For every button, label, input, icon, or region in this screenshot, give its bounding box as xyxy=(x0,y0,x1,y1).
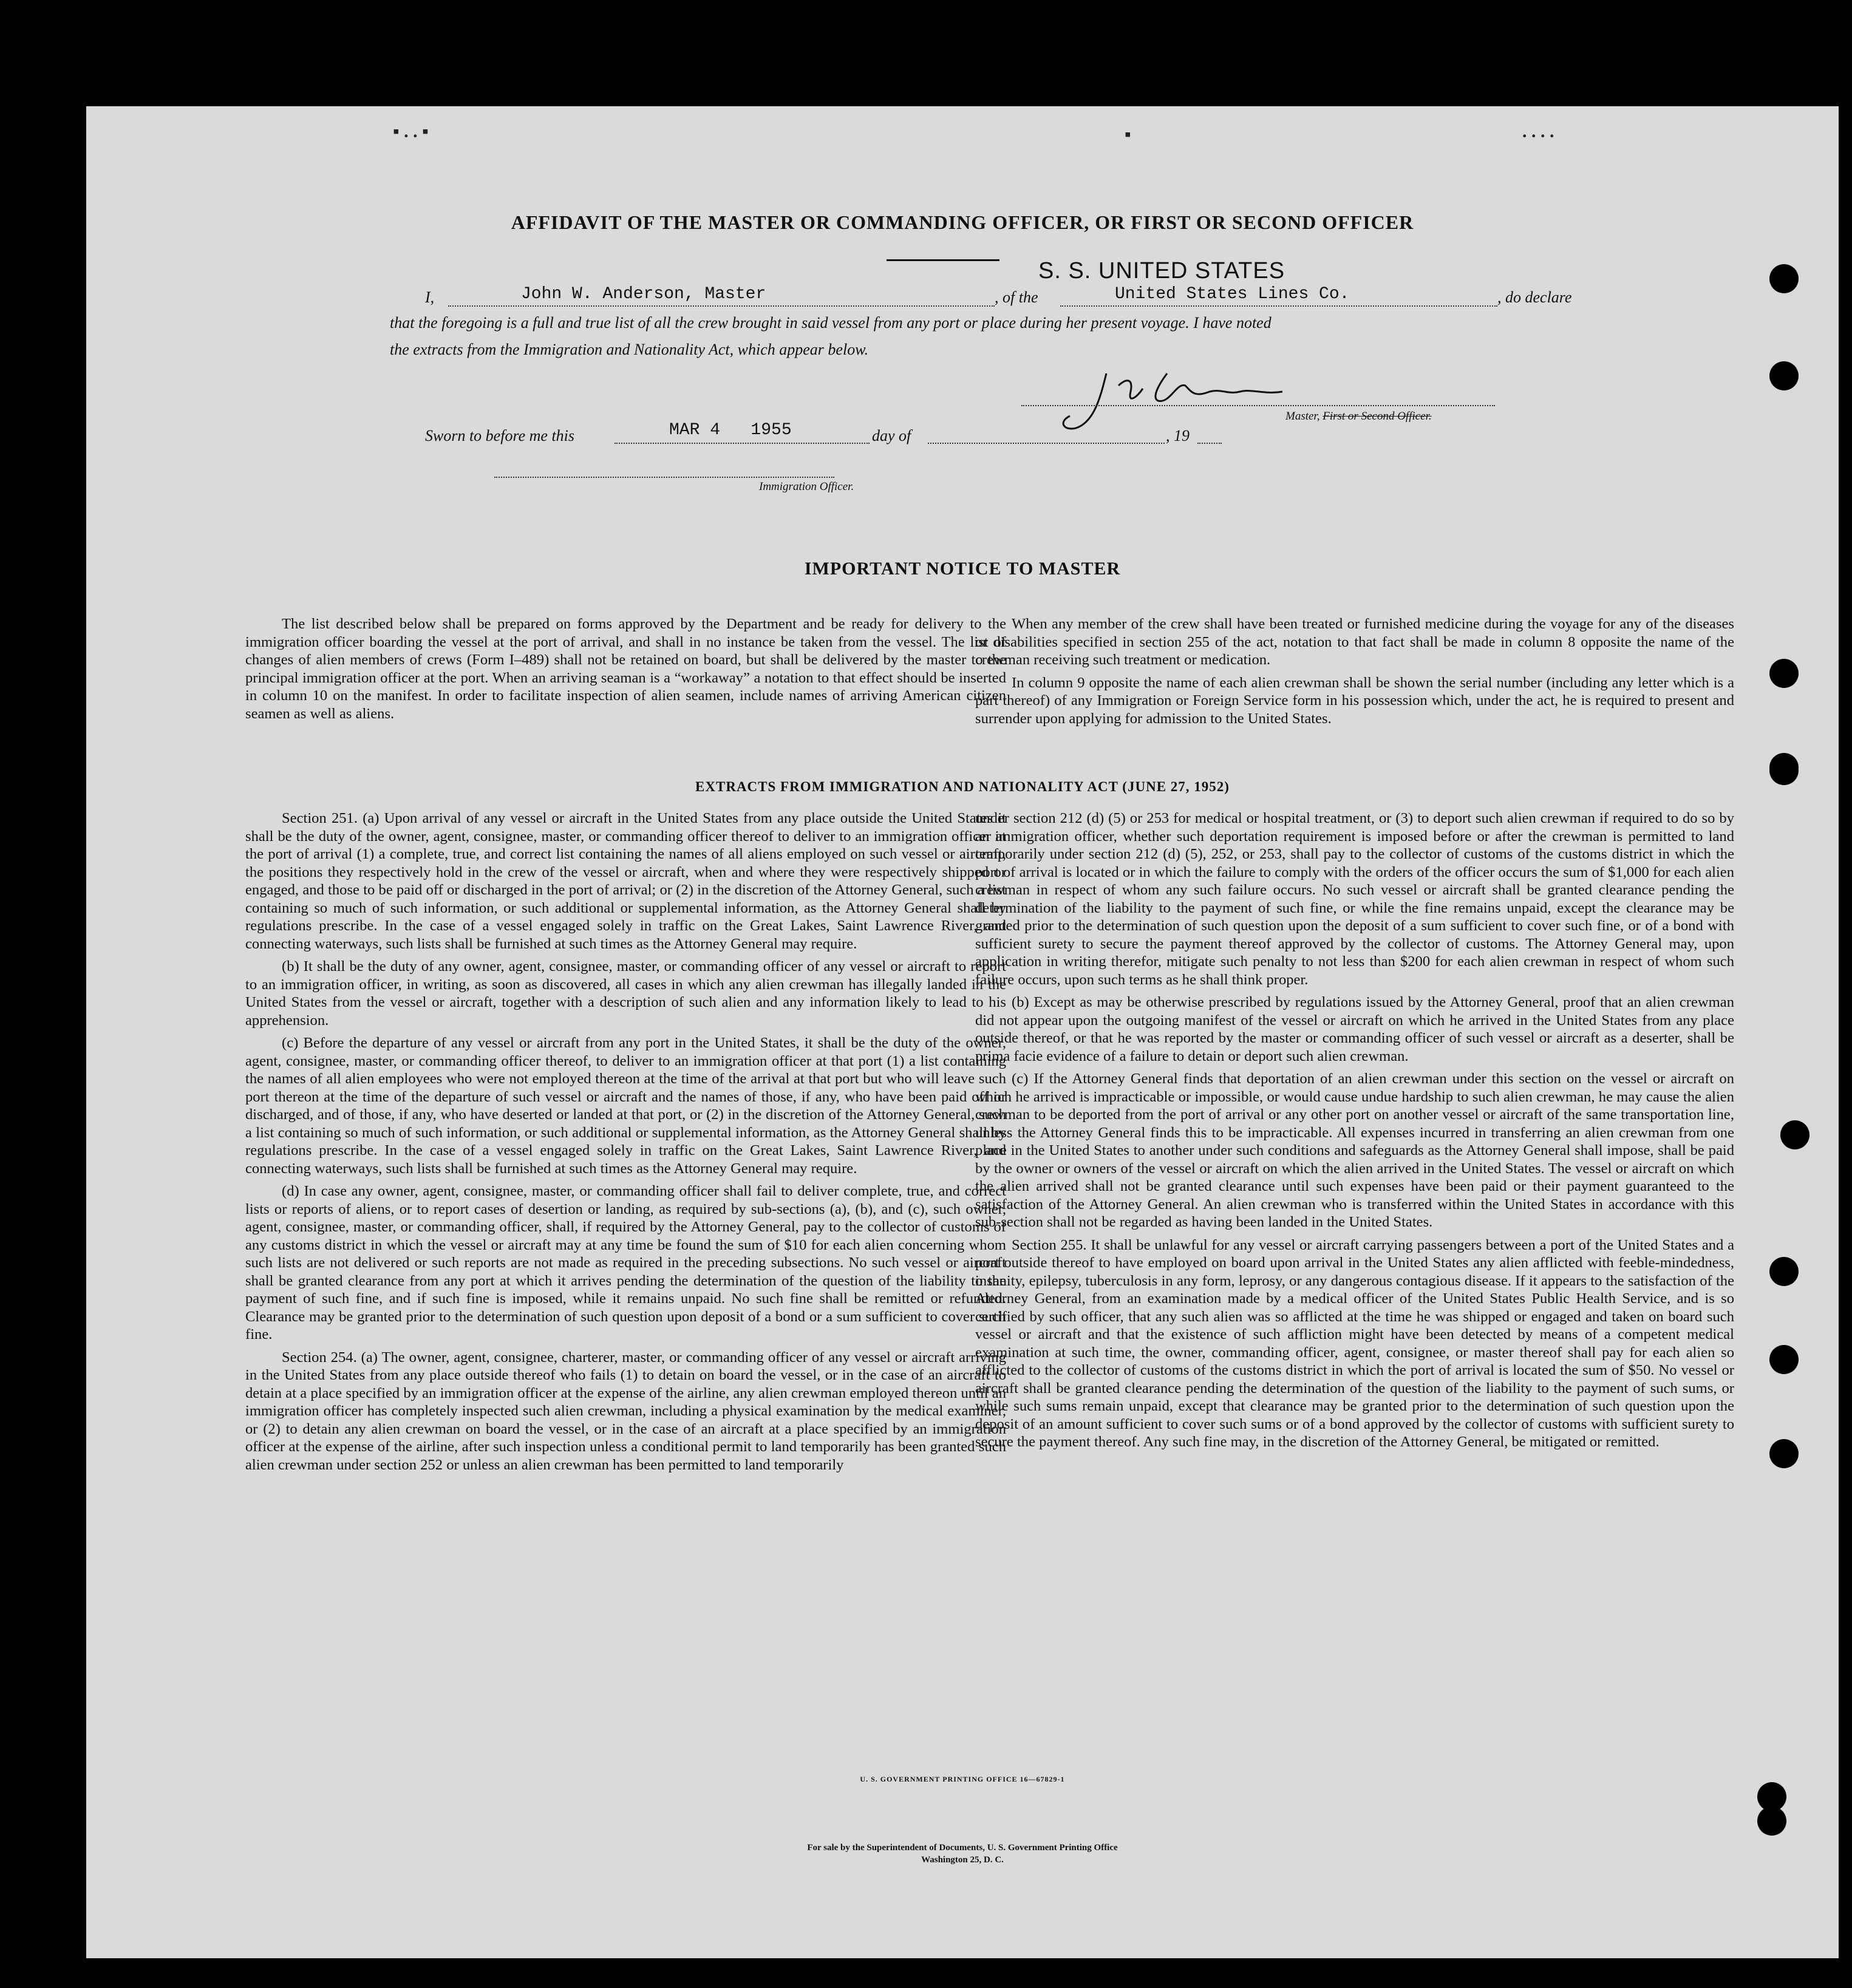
punch-hole xyxy=(1769,1439,1799,1468)
extracts-title: EXTRACTS FROM IMMIGRATION AND NATIONALITY ACT (JUNE 27, 1952) xyxy=(695,779,1230,794)
section-254b: (b) Except as may be otherwise prescribed by regulations issued by the Attorney General, proof that an alien crewman did not appear upon the outgoing manifest of the vessel or aircraft on which he arrived in the United States from any place outside thereof, or that he was reported by the master or commanding officer of such vessel or aircraft as a deserter, shall be prima facie evidence of a failure to detain or deport such alien crewman. xyxy=(975,994,1734,1064)
punch-hole xyxy=(1769,264,1799,293)
of-the-label: , of the xyxy=(995,288,1038,306)
master-name-field xyxy=(448,287,995,307)
declaration-i-label: I, xyxy=(425,288,435,306)
year-label: , 19 xyxy=(1166,427,1190,444)
section-251a: Section 251. (a) Upon arrival of any vessel or aircraft in the United States from any place outside the United States it shall be the duty of the owner, agent, consignee, master, or commanding officer thereof to deliver to an immigration officer at the port of arrival (1) a complete, true, and correct list containing the names of all aliens employed on such vessel or aircraft, the positions they respectively hold in the crew of the vessel or aircraft, when and where they were respectively shipped or engaged, and those to be paid off or discharged in the port of arrival; or (2) in the discretion of the Attorney General, such a list containing so much of such information, or such additional or supplemental information, as the Attorney General shall by regulations prescribe. In the case of a vessel engaged solely in traffic on the Great Lakes, Saint Lawrence River, and connecting waterways, such lists shall be furnished at such times as the Attorney General may require. xyxy=(245,810,1006,952)
section-251c: (c) Before the departure of any vessel or aircraft from any port in the United States, it shall be the duty of the owner, agent, consignee, master, or commanding officer thereof, to deliver to an immigration officer at that port (1) a list containing the names of all alien employees who were not employed thereon at the time of the arrival at that port but who will leave such port thereon at the time of the departure of such vessel or aircraft and the names of those, if any, who have been paid off or discharged, and of those, if any, who have deserted or landed at that port, or (2) in the discretion of the Attorney General, such a list containing so much of such information, or such additional or supplemental information, as the Attorney General shall by regulations prescribe. In the case of a vessel engaged solely in traffic on the Great Lakes, Saint Lawrence River, and connecting waterways, such lists shall be furnished at such times as the Attorney General may require. xyxy=(245,1035,1006,1177)
notice-right-column xyxy=(975,615,1734,727)
affidavit-title: AFFIDAVIT OF THE MASTER OR COMMANDING OFFICER, OR FIRST OR SECOND OFFICER xyxy=(511,211,1414,233)
speck-marks-right: . . . . xyxy=(1522,121,1554,141)
title-rule xyxy=(887,259,999,261)
notice-right-text-2: In column 9 opposite the name of each alien crewman shall be shown the serial number (including any letter which is a part thereof) of any Immigration or Foreign Service form in his possession which, under the act, he is required to present and surrender upon applying for admission to the United States. xyxy=(975,674,1734,727)
sworn-date-field xyxy=(614,422,870,444)
footer-address-line: Washington 25, D. C. xyxy=(921,1855,1004,1865)
law-right-column xyxy=(975,809,1734,1451)
section-254c: (c) If the Attorney General finds that deportation of an alien crewman under this section on the vessel or aircraft on which he arrived is impracticable or impossible, or would cause undue hardship to such alien crewman, he may cause the alien crewman to be deported from the port of arrival or any other port on another vessel or aircraft of the same transportation line, unless the Attorney General finds this to be impracticable. All expenses incurred in transferring an alien crewman from one place in the United States to another under such conditions and safeguards as the Attorney General shall impose, shall be paid by the owner or owners of the vessel or aircraft on which the alien arrived in the United States. The vessel or aircraft on which the alien arrived shall not be granted clearance until such expenses have been paid or their payment guaranteed to the satisfaction of the Attorney General. An alien crewman who is transferred within the United States in accordance with this sub-section shall not be regarded as having been landed in the United States. xyxy=(975,1071,1734,1230)
signature-caption xyxy=(1285,410,1432,423)
declaration-line-3: the extracts from the Immigration and Nationality Act, which appear below. xyxy=(390,341,869,358)
day-field xyxy=(928,424,1165,444)
speck-marks-mid: ▪ xyxy=(1125,124,1131,145)
sworn-date-value: MAR 4 1955 xyxy=(669,421,792,440)
section-254a-continued: under section 212 (d) (5) or 253 for medical or hospital treatment, or (3) to deport such alien crewman if required to do so by an immigration officer, whether such deportation requirement is imposed before or after the crewman is permitted to land temporarily under section 212 (d) (5), 252, or 253, shall pay to the collector of customs of the customs district in which the port of arrival is located or in which the failure to comply with the orders of the officer occurs the sum of $1,000 for each alien crewman in respect of whom any such failure occurs. No such vessel or aircraft shall be granted clearance pending the determination of the liability to the payment of such fine, or while the fine remains unpaid, except the clearance may be granted prior to the determination of such question upon the deposit of a sum sufficient to cover such fine, or of a bond with sufficient surety to secure the payment thereof approved by the collector of customs. The Attorney General may, upon application in writing therefor, mitigate such penalty to not less than $200 for each alien crewman in respect of whom such failure occurs, upon such terms as he shall think proper. xyxy=(975,810,1734,988)
punch-hole xyxy=(1769,659,1799,688)
signature-line xyxy=(1021,404,1495,406)
speck-marks-left: ▪ . . ▪ xyxy=(393,121,429,141)
punch-hole xyxy=(1769,1257,1799,1286)
printer-line: U. S. GOVERNMENT PRINTING OFFICE 16—67829-1 xyxy=(860,1775,1065,1783)
day-of-label: day of xyxy=(872,427,911,444)
declaration-line-2: that the foregoing is a full and true list of all the crew brought in said vessel from any port or place during her present voyage. I have noted xyxy=(390,314,1272,332)
section-251d: (d) In case any owner, agent, consignee, master, or commanding officer shall fail to deliver complete, true, and correct lists or reports of aliens, or to report cases of desertion or landing, as required by sub-sections (a), (b), and (c), such owner, agent, consignee, master, or commanding officer, shall, if required by the Attorney General, pay to the collector of customs of any customs district in which the vessel or aircraft may at any time be found the sum of $10 for each alien concerning whom such lists are not delivered or such reports are not made as required in the preceding subsections. No such vessel or aircraft shall be granted clearance from any port at which it arrives pending the determination of the question of the liability to the payment of such fine, and if such fine is imposed, while it remains unpaid. No such fine shall be remitted or refunded. Clearance may be granted prior to the determination of such question upon deposit of a bond or a sum sufficient to cover such fine. xyxy=(245,1183,1006,1343)
immigration-officer-caption: Immigration Officer. xyxy=(759,480,854,493)
section-251b: (b) It shall be the duty of any owner, agent, consignee, master, or commanding officer of any vessel or aircraft to report to an immigration officer, in writing, as soon as discovered, all cases in which any alien crewman has illegally landed in the United States from the vessel or aircraft, together with a description of such alien and any information likely to lead to his apprehension. xyxy=(245,958,1006,1029)
section-254a: Section 254. (a) The owner, agent, consignee, charterer, master, or commanding officer of any vessel or aircraft arriving in the United States from any place outside thereof who fails (1) to detain on board the vessel, or in the case of an aircraft to detain at a place specified by an immigration officer at the expense of the airline, any alien crewman employed thereon until an immigration officer has completely inspected such alien crewman, including a physical examination by the medical examiner, or (2) to detain any alien crewman on board the vessel, or in the case of an aircraft at a place specified by an immigration officer at the expense of the airline, after such inspection unless a conditional permit to land temporarily has been granted such alien crewman under section 252 or unless an alien crewman has been permitted to land temporarily xyxy=(245,1349,1006,1473)
year-field xyxy=(1197,424,1222,444)
punch-hole xyxy=(1769,361,1799,390)
punch-hole xyxy=(1757,1806,1786,1836)
company-value: United States Lines Co. xyxy=(1115,285,1350,304)
footer-sale-line: For sale by the Superintendent of Documents, U. S. Government Printing Office xyxy=(807,1843,1118,1853)
notice-left-column xyxy=(245,615,1006,723)
punch-hole xyxy=(1769,756,1799,785)
master-signature xyxy=(1027,361,1307,434)
notice-right-text-1: When any member of the crew shall have been treated or furnished medicine during the voyage for any of the diseases or disabilities specified in section 255 of the act, notation to that fact shall be made in column 8 opposite the name of the crewman receiving such treatment or medication. xyxy=(975,616,1734,668)
punch-hole xyxy=(1780,1120,1809,1149)
caption-master: Master, xyxy=(1285,410,1320,423)
section-255: Section 255. It shall be unlawful for any vessel or aircraft carrying passengers between a port of the United States and a port outside thereof to have employed on board upon arrival in the United States any alien afflicted with feeble-mindedness, insanity, epilepsy, tuberculosis in any form, leprosy, or any dangerous contagious disease. If it appears to the satisfaction of the Attorney General, from an examination made by a medical officer of the United States Public Health Service, and is so certified by such officer, that any such alien was so afflicted at the time he was shipped or engaged and taken on board such vessel or aircraft and that the existence of such affliction might have been detected by means of a competent medical examination at such time, the owner, commanding officer, agent, consignee, or master thereof shall pay for each alien so afflicted to the collector of customs of the customs district in which the port of arrival is located the sum of $50. No vessel or aircraft shall be granted clearance pending the determination of the question of the liability to the payment of such sums, or while such sums remain unpaid, except that clearance may be granted prior to the determination of such question upon the deposit of an amount sufficient to cover such sums or of a bond approved by the collector of customs with sufficient surety to secure the payment thereof. Any such fine may, in the discretion of the Attorney General, be mitigated or remitted. xyxy=(975,1236,1734,1450)
notice-title: IMPORTANT NOTICE TO MASTER xyxy=(804,559,1121,579)
ship-name: S. S. UNITED STATES xyxy=(1038,258,1285,284)
immigration-officer-line xyxy=(494,475,834,478)
notice-left-text: The list described below shall be prepared on forms approved by the Department and be ready for delivery to the immigration officer boarding the vessel at the port of arrival, and shall in no instance be taken from the vessel. The list of changes of alien members of crews (Form I–489) shall not be retained on board, but shall be delivered by the master to the principal immigration officer at the port. When an arriving seaman is a “workaway” a notation to that effect should be inserted in column 10 on the manifest. In order to facilitate inspection of alien seamen, include names of arriving American citizen seamen as well as aliens. xyxy=(245,616,1006,722)
document-page xyxy=(86,106,1839,1958)
do-declare-label: , do declare xyxy=(1497,288,1572,306)
law-left-column xyxy=(245,809,1006,1474)
sworn-label: Sworn to before me this xyxy=(425,427,575,444)
caption-struck: First or Second Officer. xyxy=(1323,410,1432,423)
vessel-line-field xyxy=(1060,287,1497,307)
master-name-value: John W. Anderson, Master xyxy=(521,285,766,304)
punch-hole xyxy=(1769,1345,1799,1374)
